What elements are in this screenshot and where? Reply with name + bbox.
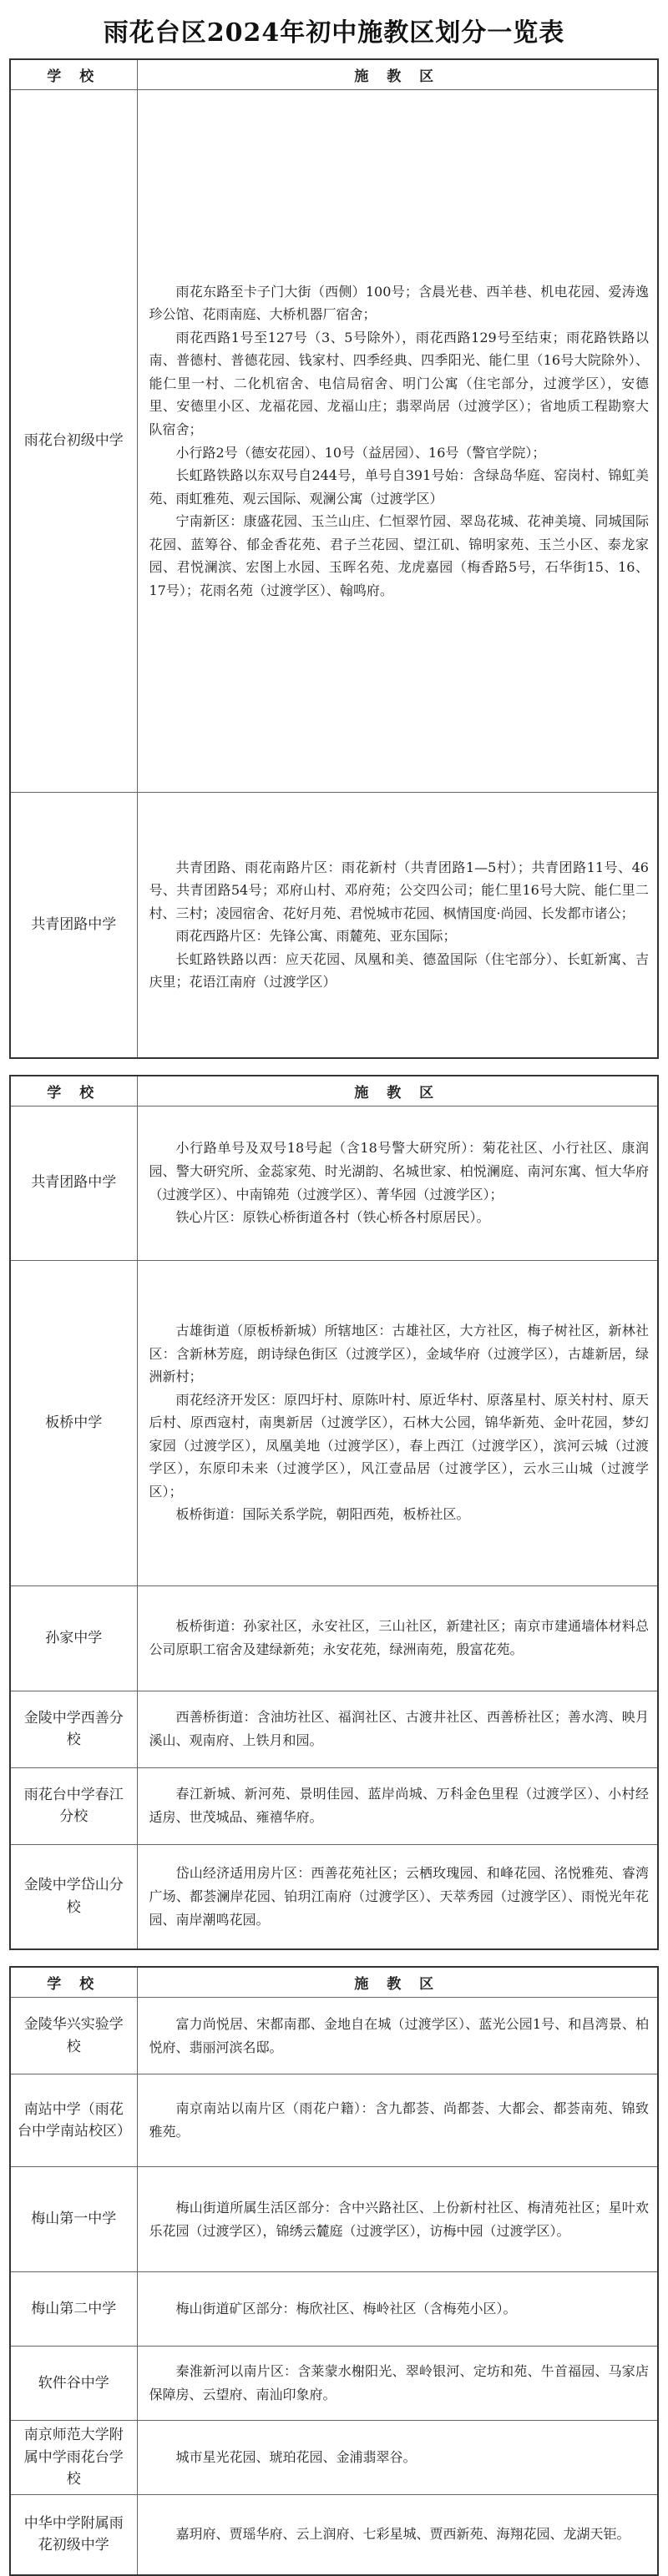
area-paragraph: 梅山街道矿区部分：梅欣社区、梅岭社区（含梅苑小区）。	[175, 2301, 517, 2317]
area-paragraph: 梅山街道所属生活区部分：含中兴路社区、上份新村社区、梅清苑社区；星叶欢乐花园（过渡学区），锦绣云麓庭（过渡学区），访梅中园（过渡学区）。	[149, 2199, 649, 2239]
school-name: 雨花台初级中学	[10, 90, 137, 793]
area-paragraph: 铁心片区：原铁心桥街道各村（铁心桥各村原居民）。	[175, 1209, 490, 1226]
catchment-area	[137, 1260, 658, 1585]
catchment-area	[137, 2167, 658, 2272]
catchment-area	[137, 90, 658, 793]
header-school: 学 校	[10, 59, 137, 90]
catchment-area	[137, 1844, 658, 1949]
area-paragraph: 雨花经济开发区：原四圩村、原陈叶村、原近华村、原落星村、原关村村、原天后村、原西寇村，南奥新居（过渡学区），石林大公园，锦华新苑、金叶花园，梦幻家园（过渡学区），凤凰美地（过渡学区），春上西江（过渡学区），滨河云城（过渡学区），东原印未来（过渡学区），风江壹品居（过渡学区），云水三山城（过渡学区）；	[149, 1391, 649, 1500]
catchment-area	[137, 1106, 658, 1260]
district-table-1	[9, 58, 659, 1059]
table-header-row	[10, 59, 658, 90]
school-name: 南京师范大学附属中学雨花台学校	[10, 2421, 137, 2495]
area-paragraph: 板桥街道：孙家社区，永安社区，三山社区，新建社区；南京市建通墙体材料总公司原职工宿舍及建绿新苑；永安花苑，绿洲南苑，殷富花苑。	[149, 1618, 649, 1657]
catchment-area	[137, 2272, 658, 2347]
area-paragraph: 宁南新区：康盛花园、玉兰山庄、仁恒翠竹园、翠岛花城、花神美境、同城国际花园、蓝筹谷、郁金香花苑、君子兰花园、望江矶、锦明家苑、玉兰小区、泰龙家园、君悦澜滨、宏图上水园、玉晖名苑、龙虎嘉园（梅香路5号，石华街15、16、17号）；花雨名苑（过渡学区）、翰鸣府。	[149, 513, 649, 598]
catchment-area	[137, 1767, 658, 1844]
header-school: 学 校	[10, 1967, 137, 1998]
school-name: 金陵中学岱山分校	[10, 1844, 137, 1949]
table-row	[10, 1998, 658, 2074]
table-row	[10, 793, 658, 1058]
school-name: 金陵中学西善分校	[10, 1691, 137, 1767]
table-row	[10, 2272, 658, 2347]
table-row	[10, 2167, 658, 2272]
area-paragraph: 富力尚悦居、宋都南郡、金地自在城（过渡学区）、蓝光公园1号、和昌湾景、柏悦府、翡丽河滨名邸。	[149, 2015, 649, 2055]
school-name: 共青团路中学	[10, 793, 137, 1058]
table-row	[10, 2074, 658, 2167]
catchment-area	[137, 1998, 658, 2074]
table-row	[10, 1844, 658, 1949]
catchment-area	[137, 1585, 658, 1691]
area-paragraph: 雨花西路1号至127号（3、5号除外），雨花西路129号至结束；雨花路铁路以南、普德村、普德花园、钱家村、四季经典、四季阳光、能仁里（16号大院除外）、能仁里一村、二化机宿舍、电信局宿舍、明门公寓（住宅部分，过渡学区），安德里、安德里小区、龙福花园、龙福山庄；翡翠尚居（过渡学区）；省地质工程勘察大队宿舍；	[149, 329, 649, 437]
school-name: 金陵华兴实验学校	[10, 1998, 137, 2074]
area-paragraph: 板桥街道：国际关系学院，朝阳西苑，板桥社区。	[175, 1506, 470, 1523]
table-row	[10, 1106, 658, 1260]
school-name: 孙家中学	[10, 1585, 137, 1691]
school-name: 梅山第一中学	[10, 2167, 137, 2272]
header-area: 施 教 区	[137, 1967, 658, 1998]
area-paragraph: 小行路单号及双号18号起（含18号警大研究所）：菊花社区、小行社区、康润园、警大研究所、金蕊家苑、时光湖韵、名城世家、柏悦澜庭、南河东寓、恒大华府（过渡学区）、中南锦苑（过渡学区）、菁华园（过渡学区）；	[149, 1140, 649, 1202]
area-paragraph: 长虹路铁路以西：应天花园、凤凰和美、德盈国际（住宅部分）、长虹新寓、吉庆里；花语江南府（过渡学区）	[149, 950, 649, 991]
area-paragraph: 古雄街道（原板桥新城）所辖地区：古雄社区，大方社区，梅子树社区，新林社区：含新林芳庭，朗诗绿色街区（过渡学区），金域华府（过渡学区），古雄新居，绿洲新村；	[149, 1323, 649, 1385]
header-school: 学 校	[10, 1076, 137, 1107]
catchment-area	[137, 2074, 658, 2167]
table-row	[10, 1691, 658, 1767]
table-row	[10, 1767, 658, 1844]
area-paragraph: 小行路2号（德安花园）、10号（益居园）、16号（警官学院）；	[175, 444, 546, 461]
school-name: 板桥中学	[10, 1260, 137, 1585]
area-paragraph: 城市星光花园、琥珀花园、金浦翡翠谷。	[175, 2449, 417, 2466]
table-row	[10, 1260, 658, 1585]
area-paragraph: 春江新城、新河苑、景明佳园、蓝岸尚城、万科金色里程（过渡学区）、小村经适房、世茂城品、雍禧华府。	[149, 1786, 649, 1825]
table-row	[10, 1585, 658, 1691]
area-paragraph: 雨花东路至卡子门大街（西侧）100号；含晨光巷、西羊巷、机电花园、爱涛逸珍公馆、花雨南庭、大桥机器厂宿舍；	[149, 283, 649, 323]
table-row	[10, 2495, 658, 2575]
document-title: 雨花台区2024年初中施教区划分一览表	[103, 18, 565, 48]
table-row	[10, 90, 658, 793]
catchment-area	[137, 2421, 658, 2495]
area-paragraph: 岱山经济适用房片区：西善花苑社区；云栖玫瑰园、和峰花园、洺悦雅苑、睿湾广场、都荟澜岸花园、铂玥江南府（过渡学区）、天萃秀园（过渡学区）、雨悦光年花园、南岸潮鸣花园。	[149, 1865, 649, 1928]
table-header-row	[10, 1967, 658, 1998]
catchment-area	[137, 1691, 658, 1767]
area-paragraph: 共青团路、雨花南路片区：雨花新村（共青团路1—5村）；共青团路11号、46号、共青团路54号；邓府山村、邓府苑；公交四公司；能仁里16号大院、能仁里二村、三村；凌园宿舍、花好月苑、君悦城市花园、枫情国度·尚园、长发都市诸公；	[149, 859, 649, 921]
school-name: 共青团路中学	[10, 1106, 137, 1260]
table-row	[10, 2347, 658, 2421]
school-name: 雨花台中学春江分校	[10, 1767, 137, 1844]
district-table-2	[9, 1075, 659, 1951]
area-paragraph: 秦淮新河以南片区：含莱蒙水榭阳光、翠岭银河、定坊和苑、牛首福园、马家店保障房、云望府、南汕印象府。	[149, 2363, 649, 2402]
area-paragraph: 雨花西路片区：先锋公寓、雨麓苑、亚东国际；	[175, 928, 457, 945]
area-paragraph: 嘉玥府、贾瑶华府、云上润府、七彩星城、贾西新苑、海翔花园、龙湖天钜。	[175, 2526, 630, 2543]
table-row	[10, 2421, 658, 2495]
catchment-area	[137, 2495, 658, 2575]
school-name: 南站中学（雨花台中学南站校区）	[10, 2074, 137, 2167]
area-paragraph: 南京南站以南片区（雨花户籍）：含九都荟、尚都荟、大都会、都荟南苑、锦致雅苑。	[149, 2100, 649, 2140]
area-paragraph: 长虹路铁路以东双号自244号，单号自391号始：含绿岛华庭、窑岗村、锦虹美苑、雨虹雅苑、观云国际、观澜公寓（过渡学区）	[149, 467, 649, 507]
catchment-area	[137, 2347, 658, 2421]
header-area: 施 教 区	[137, 59, 658, 90]
school-name: 软件谷中学	[10, 2347, 137, 2421]
school-name: 梅山第二中学	[10, 2272, 137, 2347]
school-name: 中华中学附属雨花初级中学	[10, 2495, 137, 2575]
district-table-3	[9, 1966, 659, 2576]
header-area: 施 教 区	[137, 1076, 658, 1107]
catchment-area	[137, 793, 658, 1058]
table-header-row	[10, 1076, 658, 1107]
area-paragraph: 西善桥街道：含油坊社区、福润社区、古渡井社区、西善桥社区；善水湾、映月溪山、观南府、上铁月和园。	[149, 1709, 649, 1748]
